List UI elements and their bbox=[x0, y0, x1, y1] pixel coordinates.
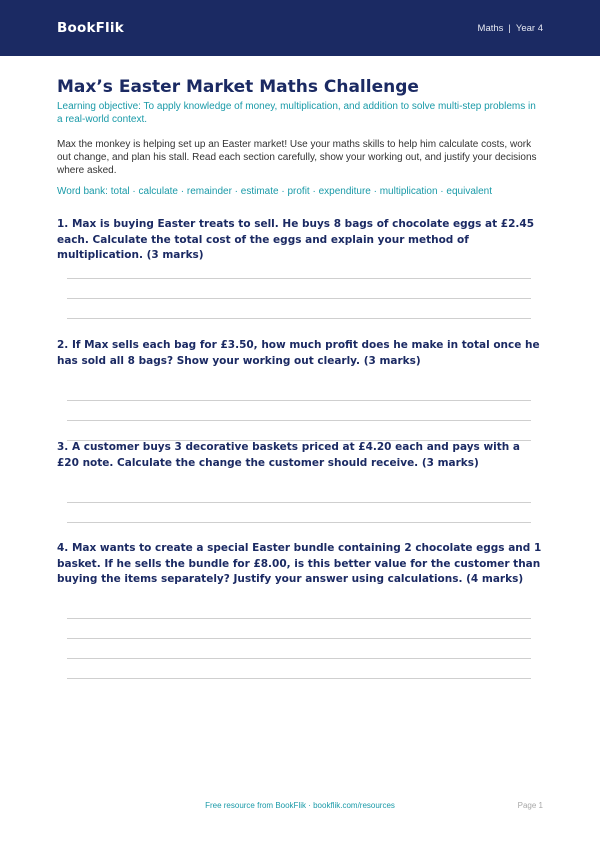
word-bank: Word bank: total · calculate · remainder · estimate · profit · expenditure · multiplication · equivalent bbox=[57, 186, 493, 197]
question-1: 1. Max is buying Easter treats to sell. He buys 8 bags of chocolate eggs at £2.45 each. Calculate the total cost of the eggs and explain your method of multiplication. (3 marks) bbox=[57, 218, 535, 261]
answer-line[interactable] bbox=[67, 502, 531, 503]
subject-label: Maths bbox=[477, 22, 504, 34]
question-3: 3. A customer buys 3 decorative baskets priced at £4.20 each and pays with a £20 note. Calculate the change the customer should receive. (3 marks) bbox=[57, 441, 520, 469]
answer-line[interactable] bbox=[67, 318, 531, 319]
header-bar bbox=[0, 0, 600, 56]
question-2: 2. If Max sells each bag for £3.50, how much profit does he make in total once he has sold all 8 bags? Show your working out clearly. (3 marks) bbox=[57, 339, 540, 367]
year-label: Year 4 bbox=[515, 22, 543, 34]
intro-paragraph: Max the monkey is helping set up an Easter market! Use your maths skills to help him calculate costs, work out change, and plan his stall. Read each section carefully, show your working out, and justify your decisions where asked. bbox=[57, 139, 537, 176]
answer-line[interactable] bbox=[67, 522, 531, 523]
learning-objective: Learning objective: To apply knowledge of money, multiplication, and addition to solve multi-step problems in a real-world context. bbox=[57, 101, 536, 125]
answer-line[interactable] bbox=[67, 638, 531, 639]
answer-line[interactable] bbox=[67, 420, 531, 421]
answer-line[interactable] bbox=[67, 678, 531, 679]
answer-line[interactable] bbox=[67, 400, 531, 401]
brand-logo[interactable]: BookFlik bbox=[57, 20, 124, 36]
question-4: 4. Max wants to create a special Easter bundle containing 2 chocolate eggs and 1 basket. If he sells the bundle for £8.00, is this better value for the customer than buying the items separately? Justify your answer using calculations. (4 marks) bbox=[57, 542, 542, 585]
page-title: Max’s Easter Market Maths Challenge bbox=[57, 77, 419, 97]
answer-line[interactable] bbox=[67, 298, 531, 299]
page-number: Page 1 bbox=[517, 801, 543, 810]
footer-source-link[interactable]: Free resource from BookFlik · bookflik.com/resources bbox=[205, 801, 395, 810]
answer-line[interactable] bbox=[67, 618, 531, 619]
meta-separator: | bbox=[508, 22, 511, 34]
subject-year-label bbox=[478, 23, 543, 34]
answer-line[interactable] bbox=[67, 658, 531, 659]
answer-line[interactable] bbox=[67, 278, 531, 279]
